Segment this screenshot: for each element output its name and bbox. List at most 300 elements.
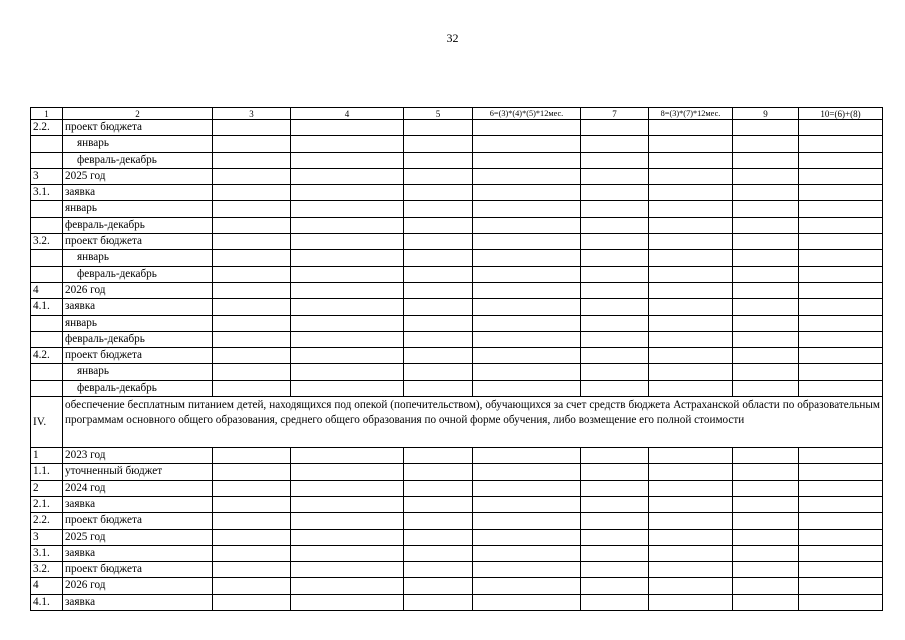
row-number: 3	[31, 168, 63, 184]
row-label: 2026 год	[63, 578, 213, 594]
row-label: январь	[63, 136, 213, 152]
row-number	[31, 152, 63, 168]
value-cell	[581, 282, 649, 298]
value-cell	[581, 594, 649, 610]
value-cell	[404, 185, 473, 201]
table-row	[31, 299, 883, 315]
value-cell	[213, 282, 291, 298]
value-cell	[649, 480, 733, 496]
value-cell	[581, 217, 649, 233]
value-cell	[213, 529, 291, 545]
value-cell	[213, 168, 291, 184]
header-cell: 9	[733, 108, 799, 120]
row-label: февраль-декабрь	[63, 152, 213, 168]
value-cell	[733, 120, 799, 136]
value-cell	[404, 136, 473, 152]
table-row	[31, 464, 883, 480]
value-cell	[581, 250, 649, 266]
row-number: 3.1.	[31, 185, 63, 201]
value-cell	[733, 562, 799, 578]
row-number: 3	[31, 529, 63, 545]
value-cell	[291, 217, 404, 233]
value-cell	[291, 513, 404, 529]
value-cell	[404, 234, 473, 250]
value-cell	[733, 299, 799, 315]
table-row	[31, 120, 883, 136]
row-label: февраль-декабрь	[63, 266, 213, 282]
value-cell	[733, 348, 799, 364]
value-cell	[733, 545, 799, 561]
row-label: январь	[63, 201, 213, 217]
value-cell	[404, 364, 473, 380]
value-cell	[649, 266, 733, 282]
value-cell	[799, 168, 883, 184]
value-cell	[213, 234, 291, 250]
section-number: IV.	[31, 397, 63, 448]
value-cell	[581, 120, 649, 136]
row-number: 2.2.	[31, 513, 63, 529]
value-cell	[649, 578, 733, 594]
row-number: 2.1.	[31, 496, 63, 512]
value-cell	[649, 464, 733, 480]
value-cell	[733, 234, 799, 250]
row-number	[31, 250, 63, 266]
value-cell	[733, 480, 799, 496]
value-cell	[291, 136, 404, 152]
row-number: 4.2.	[31, 348, 63, 364]
value-cell	[291, 562, 404, 578]
value-cell	[649, 234, 733, 250]
value-cell	[404, 315, 473, 331]
header-cell: 7	[581, 108, 649, 120]
value-cell	[291, 578, 404, 594]
value-cell	[581, 513, 649, 529]
value-cell	[799, 513, 883, 529]
row-label: заявка	[63, 299, 213, 315]
row-number: 1.1.	[31, 464, 63, 480]
value-cell	[473, 168, 581, 184]
value-cell	[404, 217, 473, 233]
value-cell	[581, 529, 649, 545]
value-cell	[581, 266, 649, 282]
value-cell	[404, 448, 473, 464]
value-cell	[291, 364, 404, 380]
value-cell	[473, 480, 581, 496]
header-cell: 2	[63, 108, 213, 120]
value-cell	[649, 282, 733, 298]
value-cell	[404, 348, 473, 364]
value-cell	[213, 185, 291, 201]
value-cell	[404, 513, 473, 529]
table-row	[31, 529, 883, 545]
value-cell	[213, 136, 291, 152]
value-cell	[649, 448, 733, 464]
row-label: февраль-декабрь	[63, 331, 213, 347]
value-cell	[581, 480, 649, 496]
value-cell	[291, 331, 404, 347]
value-cell	[581, 578, 649, 594]
value-cell	[473, 282, 581, 298]
value-cell	[291, 496, 404, 512]
table-row	[31, 282, 883, 298]
value-cell	[649, 545, 733, 561]
value-cell	[733, 168, 799, 184]
value-cell	[581, 545, 649, 561]
value-cell	[649, 364, 733, 380]
value-cell	[473, 562, 581, 578]
value-cell	[291, 152, 404, 168]
value-cell	[213, 545, 291, 561]
value-cell	[291, 234, 404, 250]
table-row	[31, 545, 883, 561]
value-cell	[213, 448, 291, 464]
row-number	[31, 266, 63, 282]
value-cell	[473, 496, 581, 512]
row-label: январь	[63, 315, 213, 331]
value-cell	[473, 545, 581, 561]
row-number: 4.1.	[31, 299, 63, 315]
value-cell	[799, 266, 883, 282]
value-cell	[581, 364, 649, 380]
table-row	[31, 380, 883, 396]
value-cell	[649, 562, 733, 578]
value-cell	[733, 578, 799, 594]
table-row	[31, 594, 883, 610]
value-cell	[404, 299, 473, 315]
value-cell	[404, 464, 473, 480]
value-cell	[733, 513, 799, 529]
value-cell	[799, 250, 883, 266]
value-cell	[581, 234, 649, 250]
value-cell	[473, 217, 581, 233]
header-cell: 3	[213, 108, 291, 120]
header-cell: 5	[404, 108, 473, 120]
value-cell	[649, 513, 733, 529]
table-body	[31, 108, 883, 611]
header-cell: 8=(3)*(7)*12мес.	[649, 108, 733, 120]
value-cell	[291, 348, 404, 364]
value-cell	[733, 136, 799, 152]
value-cell	[404, 120, 473, 136]
value-cell	[404, 496, 473, 512]
value-cell	[473, 201, 581, 217]
table-row	[31, 496, 883, 512]
row-label: заявка	[63, 594, 213, 610]
value-cell	[733, 380, 799, 396]
row-number: 2	[31, 480, 63, 496]
row-number: 4.1.	[31, 594, 63, 610]
value-cell	[404, 380, 473, 396]
value-cell	[799, 315, 883, 331]
value-cell	[799, 201, 883, 217]
value-cell	[213, 380, 291, 396]
row-label: проект бюджета	[63, 562, 213, 578]
value-cell	[799, 282, 883, 298]
row-number	[31, 364, 63, 380]
value-cell	[291, 120, 404, 136]
value-cell	[649, 315, 733, 331]
row-label: 2024 год	[63, 480, 213, 496]
value-cell	[473, 152, 581, 168]
value-cell	[213, 152, 291, 168]
table-row	[31, 448, 883, 464]
row-label: проект бюджета	[63, 234, 213, 250]
table-row	[31, 348, 883, 364]
value-cell	[799, 448, 883, 464]
value-cell	[213, 513, 291, 529]
value-cell	[581, 496, 649, 512]
value-cell	[473, 315, 581, 331]
value-cell	[473, 250, 581, 266]
value-cell	[473, 380, 581, 396]
value-cell	[799, 217, 883, 233]
row-number	[31, 217, 63, 233]
table-row	[31, 364, 883, 380]
value-cell	[649, 594, 733, 610]
value-cell	[581, 152, 649, 168]
value-cell	[799, 529, 883, 545]
table-row	[31, 185, 883, 201]
value-cell	[473, 364, 581, 380]
header-row	[31, 108, 883, 120]
value-cell	[733, 464, 799, 480]
value-cell	[404, 562, 473, 578]
value-cell	[213, 578, 291, 594]
row-label: февраль-декабрь	[63, 217, 213, 233]
value-cell	[799, 348, 883, 364]
table-row	[31, 152, 883, 168]
value-cell	[799, 136, 883, 152]
row-label: уточненный бюджет	[63, 464, 213, 480]
value-cell	[799, 496, 883, 512]
value-cell	[581, 380, 649, 396]
value-cell	[473, 331, 581, 347]
table-row	[31, 136, 883, 152]
row-number: 3.2.	[31, 234, 63, 250]
row-label: проект бюджета	[63, 513, 213, 529]
value-cell	[649, 168, 733, 184]
section-text: обеспечение бесплатным питанием детей, находящихся под опекой (попечительством), обучающихся за счет средств бюджета Астраханской области по образовательным программам основного общего образования, среднего общего образования по очной форме обучения, либо возмещение его полной стоимости	[63, 397, 883, 448]
value-cell	[581, 331, 649, 347]
value-cell	[799, 185, 883, 201]
value-cell	[581, 562, 649, 578]
value-cell	[649, 529, 733, 545]
section-row	[31, 397, 883, 448]
value-cell	[213, 562, 291, 578]
value-cell	[404, 250, 473, 266]
value-cell	[799, 594, 883, 610]
value-cell	[649, 120, 733, 136]
value-cell	[291, 380, 404, 396]
row-number	[31, 315, 63, 331]
value-cell	[581, 168, 649, 184]
value-cell	[291, 250, 404, 266]
value-cell	[473, 578, 581, 594]
budget-table	[30, 107, 883, 611]
value-cell	[404, 594, 473, 610]
header-cell: 1	[31, 108, 63, 120]
row-label: январь	[63, 250, 213, 266]
value-cell	[291, 266, 404, 282]
value-cell	[404, 578, 473, 594]
value-cell	[291, 201, 404, 217]
value-cell	[213, 331, 291, 347]
value-cell	[649, 217, 733, 233]
table-row	[31, 578, 883, 594]
value-cell	[799, 299, 883, 315]
value-cell	[213, 364, 291, 380]
value-cell	[473, 529, 581, 545]
value-cell	[799, 464, 883, 480]
value-cell	[404, 282, 473, 298]
row-label: 2026 год	[63, 282, 213, 298]
value-cell	[473, 266, 581, 282]
value-cell	[733, 529, 799, 545]
value-cell	[291, 282, 404, 298]
value-cell	[404, 529, 473, 545]
value-cell	[799, 480, 883, 496]
row-label: заявка	[63, 545, 213, 561]
row-number	[31, 201, 63, 217]
value-cell	[404, 152, 473, 168]
value-cell	[733, 250, 799, 266]
value-cell	[581, 136, 649, 152]
value-cell	[473, 348, 581, 364]
value-cell	[649, 299, 733, 315]
value-cell	[649, 348, 733, 364]
value-cell	[799, 562, 883, 578]
value-cell	[799, 120, 883, 136]
value-cell	[404, 168, 473, 184]
row-label: заявка	[63, 185, 213, 201]
value-cell	[733, 594, 799, 610]
value-cell	[213, 480, 291, 496]
value-cell	[291, 545, 404, 561]
value-cell	[733, 282, 799, 298]
value-cell	[581, 448, 649, 464]
table-row	[31, 250, 883, 266]
value-cell	[581, 185, 649, 201]
value-cell	[799, 578, 883, 594]
value-cell	[649, 136, 733, 152]
value-cell	[649, 152, 733, 168]
value-cell	[733, 152, 799, 168]
row-label: заявка	[63, 496, 213, 512]
value-cell	[733, 496, 799, 512]
value-cell	[404, 331, 473, 347]
value-cell	[581, 315, 649, 331]
row-number: 3.1.	[31, 545, 63, 561]
value-cell	[404, 545, 473, 561]
value-cell	[291, 480, 404, 496]
header-cell: 10=(6)+(8)	[799, 108, 883, 120]
value-cell	[649, 496, 733, 512]
value-cell	[291, 448, 404, 464]
value-cell	[799, 331, 883, 347]
value-cell	[649, 250, 733, 266]
value-cell	[291, 168, 404, 184]
value-cell	[799, 545, 883, 561]
value-cell	[213, 250, 291, 266]
value-cell	[733, 448, 799, 464]
row-number: 1	[31, 448, 63, 464]
table-row	[31, 562, 883, 578]
value-cell	[649, 331, 733, 347]
value-cell	[404, 201, 473, 217]
table-row	[31, 331, 883, 347]
value-cell	[649, 201, 733, 217]
value-cell	[291, 529, 404, 545]
value-cell	[733, 201, 799, 217]
value-cell	[649, 380, 733, 396]
value-cell	[213, 299, 291, 315]
header-cell: 4	[291, 108, 404, 120]
row-number: 4	[31, 578, 63, 594]
value-cell	[404, 266, 473, 282]
page-number: 32	[446, 31, 459, 45]
value-cell	[213, 348, 291, 364]
value-cell	[291, 464, 404, 480]
value-cell	[213, 496, 291, 512]
value-cell	[404, 480, 473, 496]
value-cell	[291, 315, 404, 331]
value-cell	[213, 266, 291, 282]
table-row	[31, 217, 883, 233]
row-number	[31, 136, 63, 152]
value-cell	[473, 136, 581, 152]
value-cell	[733, 331, 799, 347]
value-cell	[473, 120, 581, 136]
row-label: 2025 год	[63, 168, 213, 184]
row-label: 2023 год	[63, 448, 213, 464]
value-cell	[473, 185, 581, 201]
row-number	[31, 380, 63, 396]
value-cell	[581, 201, 649, 217]
value-cell	[291, 594, 404, 610]
value-cell	[799, 364, 883, 380]
table-row	[31, 168, 883, 184]
value-cell	[799, 380, 883, 396]
table-row	[31, 266, 883, 282]
value-cell	[291, 185, 404, 201]
value-cell	[213, 217, 291, 233]
value-cell	[473, 464, 581, 480]
value-cell	[473, 594, 581, 610]
table-row	[31, 201, 883, 217]
row-label: январь	[63, 364, 213, 380]
table-row	[31, 315, 883, 331]
value-cell	[733, 315, 799, 331]
table-row	[31, 513, 883, 529]
header-cell: 6=(3)*(4)*(5)*12мес.	[473, 108, 581, 120]
value-cell	[649, 185, 733, 201]
row-number: 2.2.	[31, 120, 63, 136]
value-cell	[473, 234, 581, 250]
value-cell	[581, 348, 649, 364]
row-label: 2025 год	[63, 529, 213, 545]
value-cell	[213, 315, 291, 331]
value-cell	[473, 299, 581, 315]
value-cell	[733, 185, 799, 201]
value-cell	[473, 513, 581, 529]
value-cell	[733, 217, 799, 233]
value-cell	[581, 464, 649, 480]
row-label: проект бюджета	[63, 120, 213, 136]
value-cell	[473, 448, 581, 464]
row-number: 3.2.	[31, 562, 63, 578]
row-label: проект бюджета	[63, 348, 213, 364]
table-row	[31, 234, 883, 250]
